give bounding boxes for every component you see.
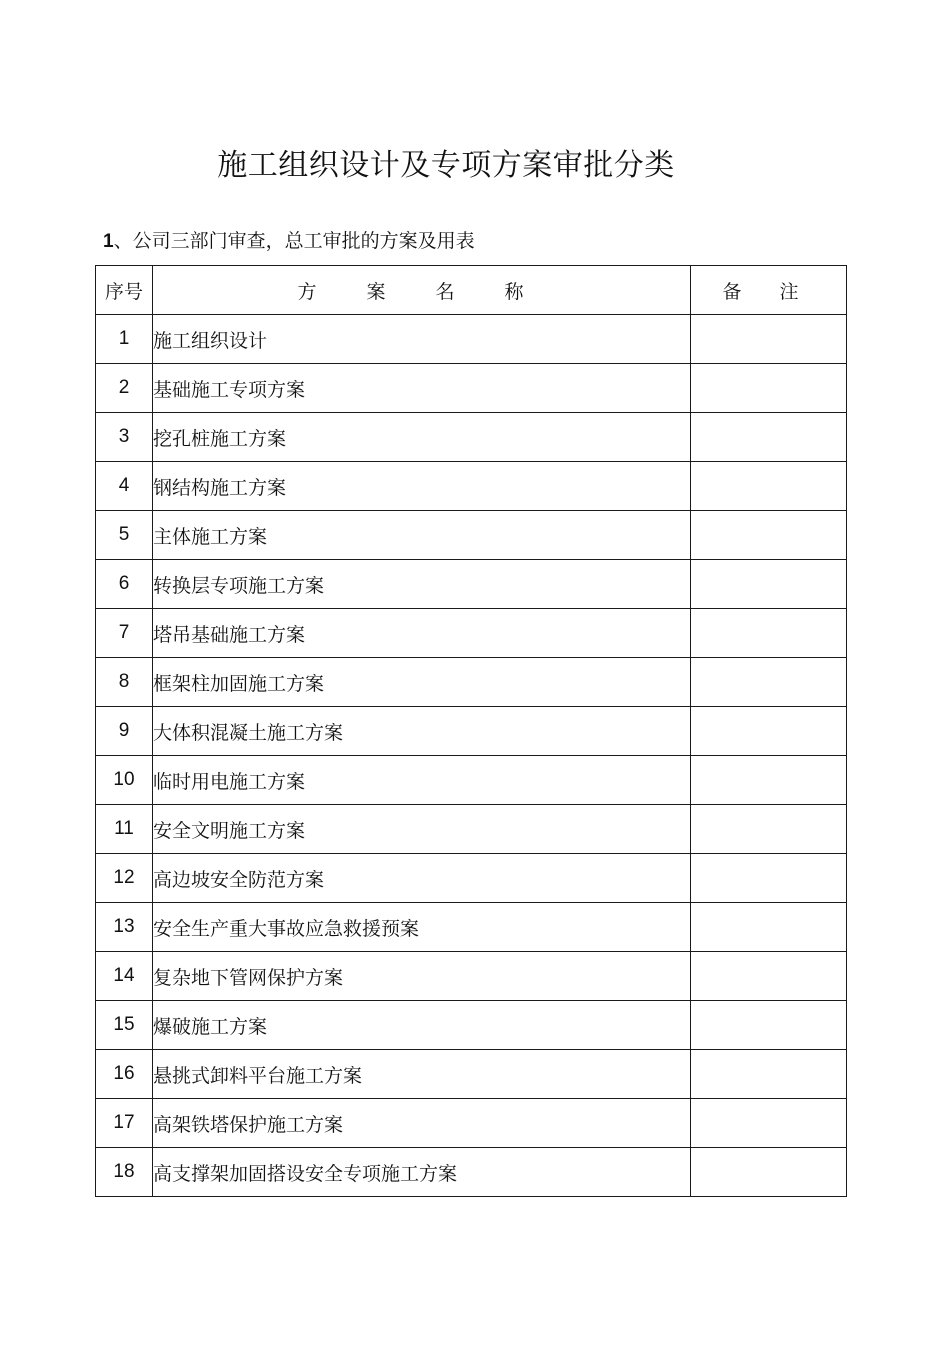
row-plan-name: 悬挑式卸料平台施工方案 bbox=[153, 1050, 691, 1099]
row-index: 7 bbox=[96, 609, 153, 658]
row-index: 9 bbox=[96, 707, 153, 756]
row-note bbox=[691, 364, 847, 413]
row-plan-name: 施工组织设计 bbox=[153, 315, 691, 364]
table-body bbox=[96, 315, 847, 1197]
row-plan-name: 框架柱加固施工方案 bbox=[153, 658, 691, 707]
table-row bbox=[96, 462, 847, 511]
row-note bbox=[691, 658, 847, 707]
row-note bbox=[691, 315, 847, 364]
table-row bbox=[96, 1099, 847, 1148]
row-plan-name: 临时用电施工方案 bbox=[153, 756, 691, 805]
row-plan-name: 挖孔桩施工方案 bbox=[153, 413, 691, 462]
row-plan-name: 安全文明施工方案 bbox=[153, 805, 691, 854]
row-plan-name: 主体施工方案 bbox=[153, 511, 691, 560]
row-index: 17 bbox=[96, 1099, 153, 1148]
row-index: 2 bbox=[96, 364, 153, 413]
section-text: 、公司三部门审查，总工审批的方案及用表 bbox=[113, 230, 475, 252]
row-plan-name: 安全生产重大事故应急救援预案 bbox=[153, 903, 691, 952]
table-header-row bbox=[96, 266, 847, 315]
row-index: 15 bbox=[96, 1001, 153, 1050]
row-index: 8 bbox=[96, 658, 153, 707]
row-index: 5 bbox=[96, 511, 153, 560]
row-note bbox=[691, 805, 847, 854]
row-plan-name: 复杂地下管网保护方案 bbox=[153, 952, 691, 1001]
row-note bbox=[691, 609, 847, 658]
row-note bbox=[691, 854, 847, 903]
table-row bbox=[96, 1001, 847, 1050]
row-plan-name: 大体积混凝土施工方案 bbox=[153, 707, 691, 756]
section-number: 1 bbox=[103, 231, 114, 252]
row-index: 18 bbox=[96, 1148, 153, 1197]
row-index: 13 bbox=[96, 903, 153, 952]
row-note bbox=[691, 560, 847, 609]
row-plan-name: 塔吊基础施工方案 bbox=[153, 609, 691, 658]
row-note bbox=[691, 413, 847, 462]
header-note: 备 注 bbox=[691, 266, 847, 315]
table-row bbox=[96, 658, 847, 707]
table-row bbox=[96, 903, 847, 952]
row-note bbox=[691, 1099, 847, 1148]
table-row bbox=[96, 805, 847, 854]
table-row bbox=[96, 756, 847, 805]
row-plan-name: 钢结构施工方案 bbox=[153, 462, 691, 511]
row-index: 12 bbox=[96, 854, 153, 903]
row-plan-name: 转换层专项施工方案 bbox=[153, 560, 691, 609]
row-index: 1 bbox=[96, 315, 153, 364]
row-note bbox=[691, 511, 847, 560]
row-note bbox=[691, 952, 847, 1001]
table-row bbox=[96, 1050, 847, 1099]
row-index: 6 bbox=[96, 560, 153, 609]
table-row bbox=[96, 707, 847, 756]
row-plan-name: 高支撑架加固搭设安全专项施工方案 bbox=[153, 1148, 691, 1197]
row-note bbox=[691, 1001, 847, 1050]
table-row bbox=[96, 854, 847, 903]
table-row bbox=[96, 315, 847, 364]
row-index: 10 bbox=[96, 756, 153, 805]
table-row bbox=[96, 364, 847, 413]
row-index: 16 bbox=[96, 1050, 153, 1099]
row-note bbox=[691, 707, 847, 756]
row-note bbox=[691, 1148, 847, 1197]
table-row bbox=[96, 511, 847, 560]
table-row bbox=[96, 609, 847, 658]
row-note bbox=[691, 462, 847, 511]
row-index: 14 bbox=[96, 952, 153, 1001]
row-note bbox=[691, 903, 847, 952]
document-title: 施工组织设计及专项方案审批分类 bbox=[217, 148, 675, 183]
table-row bbox=[96, 560, 847, 609]
header-index: 序号 bbox=[96, 266, 153, 315]
table-row bbox=[96, 952, 847, 1001]
row-plan-name: 高架铁塔保护施工方案 bbox=[153, 1099, 691, 1148]
row-plan-name: 爆破施工方案 bbox=[153, 1001, 691, 1050]
section-heading bbox=[103, 226, 475, 253]
row-note bbox=[691, 1050, 847, 1099]
row-plan-name: 基础施工专项方案 bbox=[153, 364, 691, 413]
row-plan-name: 高边坡安全防范方案 bbox=[153, 854, 691, 903]
table-row bbox=[96, 413, 847, 462]
header-name: 方 案 名 称 bbox=[153, 266, 691, 315]
row-index: 4 bbox=[96, 462, 153, 511]
table-row bbox=[96, 1148, 847, 1197]
row-note bbox=[691, 756, 847, 805]
row-index: 11 bbox=[96, 805, 153, 854]
plan-table bbox=[95, 265, 847, 1197]
row-index: 3 bbox=[96, 413, 153, 462]
